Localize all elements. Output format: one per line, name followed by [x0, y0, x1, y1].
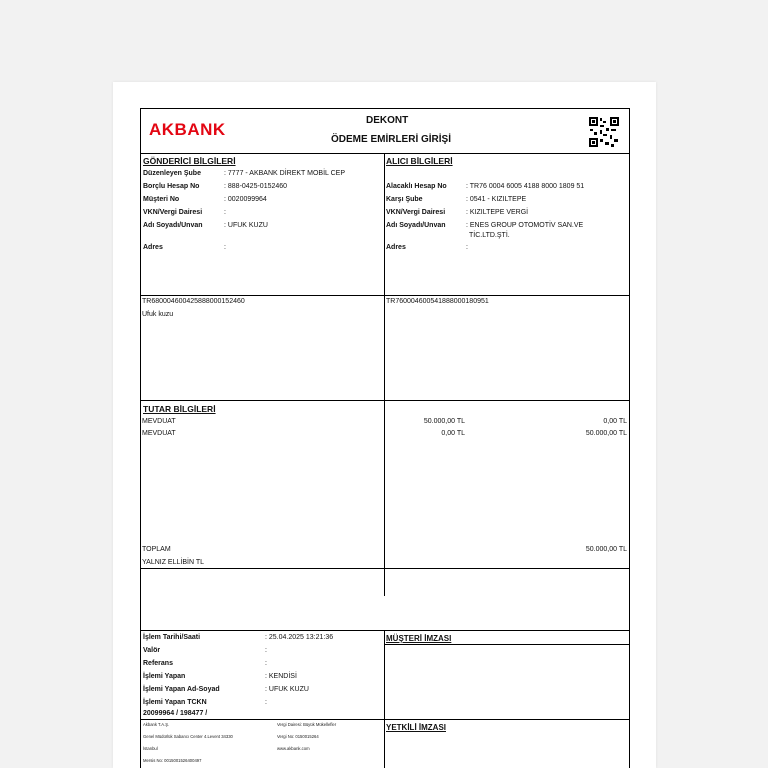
- footer-left-line: İstanbul: [143, 746, 158, 751]
- sender-label: VKN/Vergi Dairesi: [143, 209, 203, 216]
- receiver-name-continuation: TİC.LTD.ŞTİ.: [469, 232, 510, 239]
- sender-label: Düzenleyen Şube: [143, 170, 201, 177]
- transaction-label: İşlemi Yapan Ad-Soyad: [143, 686, 220, 693]
- receiver-label: Alacaklı Hesap No: [386, 183, 447, 190]
- sender-value: : 7777 - AKBANK DİREKT MOBİL CEP: [224, 170, 345, 177]
- receipt-frame: [140, 108, 630, 768]
- sender-iban: TR680004600425888000152460: [142, 298, 245, 305]
- sender-value: :: [224, 244, 226, 251]
- receiver-label: VKN/Vergi Dairesi: [386, 209, 446, 216]
- sender-section-title: GÖNDERİCİ BİLGİLERİ: [143, 156, 236, 166]
- transaction-label: İşlemi Yapan TCKN: [143, 699, 207, 706]
- receiver-value: : ENES GROUP OTOMOTİV SAN.VE: [466, 222, 584, 229]
- amount-line-name: MEVDUAT: [142, 430, 176, 437]
- transaction-value: :: [265, 660, 267, 667]
- payment-description: Ufuk kuzu: [142, 311, 174, 318]
- transaction-value: : UFUK KUZU: [265, 686, 309, 693]
- receipt-title: DEKONT: [366, 115, 409, 126]
- sender-value: :: [224, 209, 226, 216]
- footer-left-line: Mersis No: 0015001526400497: [143, 758, 202, 763]
- akbank-logo: AKBANK: [149, 120, 226, 139]
- transaction-reference-line: 20099964 / 198477 /: [143, 710, 208, 717]
- footer-left-line: Akbank T.A.Ş.: [143, 722, 170, 727]
- amount-line-debit: 50.000,00 TL: [423, 418, 465, 425]
- receiver-value: : TR76 0004 6005 4188 8000 1809 51: [466, 183, 585, 190]
- receiver-iban: TR760004600541888000180951: [386, 298, 489, 305]
- receipt-subtitle: ÖDEME EMİRLERİ GİRİŞİ: [331, 134, 452, 145]
- receipt-page: [113, 82, 656, 768]
- receiver-label: Adı Soyadı/Unvan: [386, 222, 446, 229]
- amount-in-words: YALNIZ ELLİBİN TL: [142, 559, 204, 566]
- sender-value: : UFUK KUZU: [224, 222, 268, 229]
- amount-line-credit: 0,00 TL: [603, 418, 627, 425]
- authorized-signature-title: YETKİLİ İMZASI: [386, 723, 446, 732]
- transaction-label: İşlem Tarihi/Saati: [143, 634, 201, 641]
- transaction-value: :: [265, 699, 267, 706]
- transaction-value: :: [265, 647, 267, 654]
- receiver-value: :: [466, 244, 468, 251]
- footer-right-line: Vergi Dairesi: Büyük Mükellefler: [277, 722, 337, 727]
- amount-line-credit: 50.000,00 TL: [585, 430, 627, 437]
- total-label: TOPLAM: [142, 546, 171, 553]
- sender-label: Adı Soyadı/Unvan: [143, 222, 203, 229]
- receiver-label: Karşı Şube: [386, 196, 423, 203]
- qr-code-icon: [589, 117, 619, 147]
- amount-line-name: MEVDUAT: [142, 418, 176, 425]
- receiver-section-title: ALICI BİLGİLERİ: [386, 156, 453, 166]
- sender-value: : 0020099964: [224, 196, 267, 203]
- sender-value: : 888-0425-0152460: [224, 183, 288, 190]
- amount-line-debit: 0,00 TL: [441, 430, 465, 437]
- footer-left-line: Genel Müdürlük Sabancı Center 4.Levent 34330: [143, 734, 233, 739]
- customer-signature-title: MÜŞTERİ İMZASI: [386, 634, 452, 643]
- sender-label: Borçlu Hesap No: [143, 183, 200, 190]
- amounts-section-title: TUTAR BİLGİLERİ: [143, 404, 216, 414]
- receiver-value: : KIZILTEPE VERGİ: [466, 209, 529, 216]
- transaction-value: : 25.04.2025 13:21:36: [265, 634, 334, 641]
- total-value: 50.000,00 TL: [585, 546, 627, 553]
- receiver-value: : 0541 - KIZILTEPE: [466, 196, 527, 203]
- transaction-label: Referans: [143, 660, 173, 667]
- transaction-label: İşlemi Yapan: [143, 673, 186, 680]
- receiver-label: Adres: [386, 244, 406, 251]
- sender-label: Müşteri No: [143, 196, 180, 203]
- transaction-value: : KENDİSİ: [265, 673, 297, 680]
- footer-right-line: Vergi No: 0150015264: [277, 734, 319, 739]
- sender-label: Adres: [143, 244, 163, 251]
- transaction-label: Valör: [143, 647, 161, 654]
- footer-right-line: www.akbank.com: [277, 746, 310, 751]
